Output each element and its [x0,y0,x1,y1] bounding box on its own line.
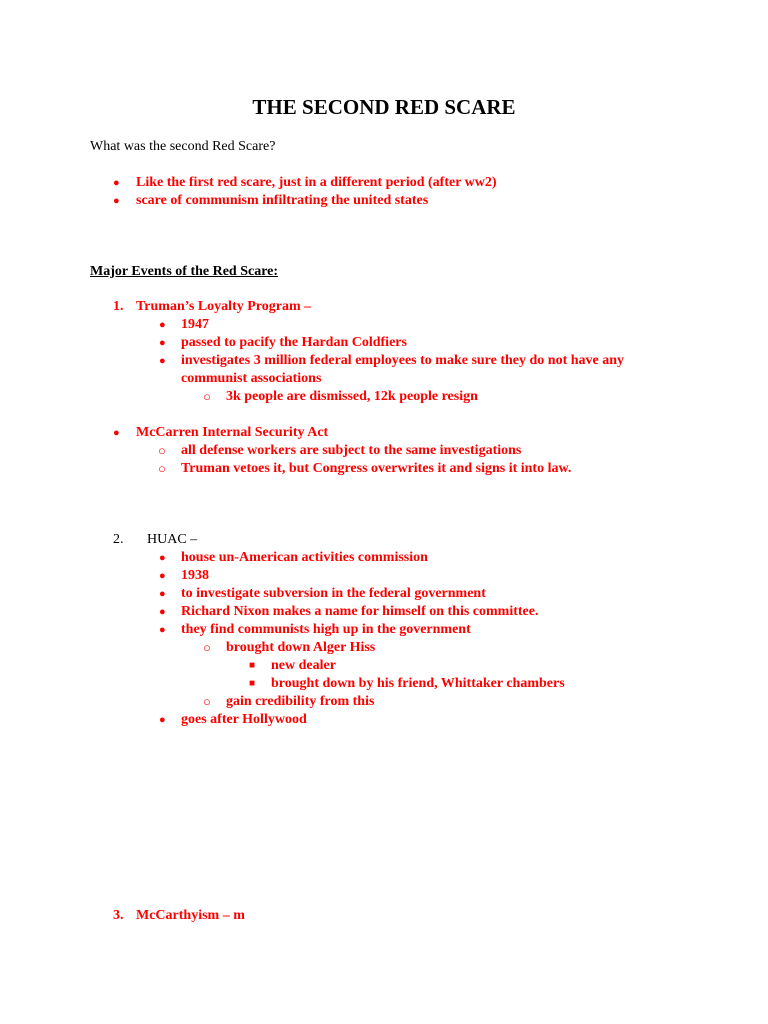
section-heading: Major Events of the Red Scare: [90,264,279,279]
sub-list-item: all defense workers are subject to the same investigations [181,443,522,458]
list-item: they find communists high up in the government [181,622,471,637]
event-label: McCarren Internal Security Act [136,425,329,440]
page-title: THE SECOND RED SCARE [252,95,516,119]
circle-bullet-icon: ○ [203,389,211,404]
event-label: McCarthyism – m [136,908,245,923]
bullet-icon: ● [159,714,166,726]
sub-list-item: brought down Alger Hiss [226,640,376,655]
square-bullet-icon: ■ [249,678,256,689]
sub-sub-list-item: new dealer [271,658,336,673]
bullet-icon: ● [159,624,166,636]
circle-bullet-icon: ○ [158,443,166,458]
list-item: investigates 3 million federal employees to make sure they do not have any [181,353,625,368]
list-item: passed to pacify the Hardan Coldfiers [181,335,407,350]
bullet-icon: ● [159,588,166,600]
event-number: 1. [113,299,124,314]
bullet-icon: ● [113,177,120,189]
list-item: goes after Hollywood [181,712,307,727]
sub-list-item: Truman vetoes it, but Congress overwrites it and signs it into law. [181,461,572,476]
sub-list-item: 3k people are dismissed, 12k people resign [226,389,478,404]
list-item: house un-American activities commission [181,550,428,565]
list-item: Richard Nixon makes a name for himself on this committee. [181,604,539,619]
sub-sub-list-item: brought down by his friend, Whittaker chambers [271,676,565,691]
bullet-icon: ● [113,195,120,207]
event-number: 2. [113,532,124,547]
list-item: 1947 [181,317,209,332]
event-number: 3. [113,908,124,923]
bullet-icon: ● [113,427,120,439]
bullet-icon: ● [159,337,166,349]
square-bullet-icon: ■ [249,660,256,671]
bullet-icon: ● [159,570,166,582]
list-item: to investigate subversion in the federal government [181,586,486,601]
answer-item: scare of communism infiltrating the united states [136,193,429,208]
event-label: Truman’s Loyalty Program – [136,299,312,314]
bullet-icon: ● [159,552,166,564]
list-item-continued: communist associations [181,371,322,386]
answer-item: Like the first red scare, just in a different period (after ww2) [136,175,497,190]
list-item: 1938 [181,568,209,583]
sub-list-item: gain credibility from this [226,694,375,709]
bullet-icon: ● [159,355,166,367]
bullet-icon: ● [159,319,166,331]
question-text: What was the second Red Scare? [90,139,276,154]
event-label: HUAC – [147,532,198,547]
circle-bullet-icon: ○ [203,694,211,709]
circle-bullet-icon: ○ [158,461,166,476]
circle-bullet-icon: ○ [203,640,211,655]
bullet-icon: ● [159,606,166,618]
